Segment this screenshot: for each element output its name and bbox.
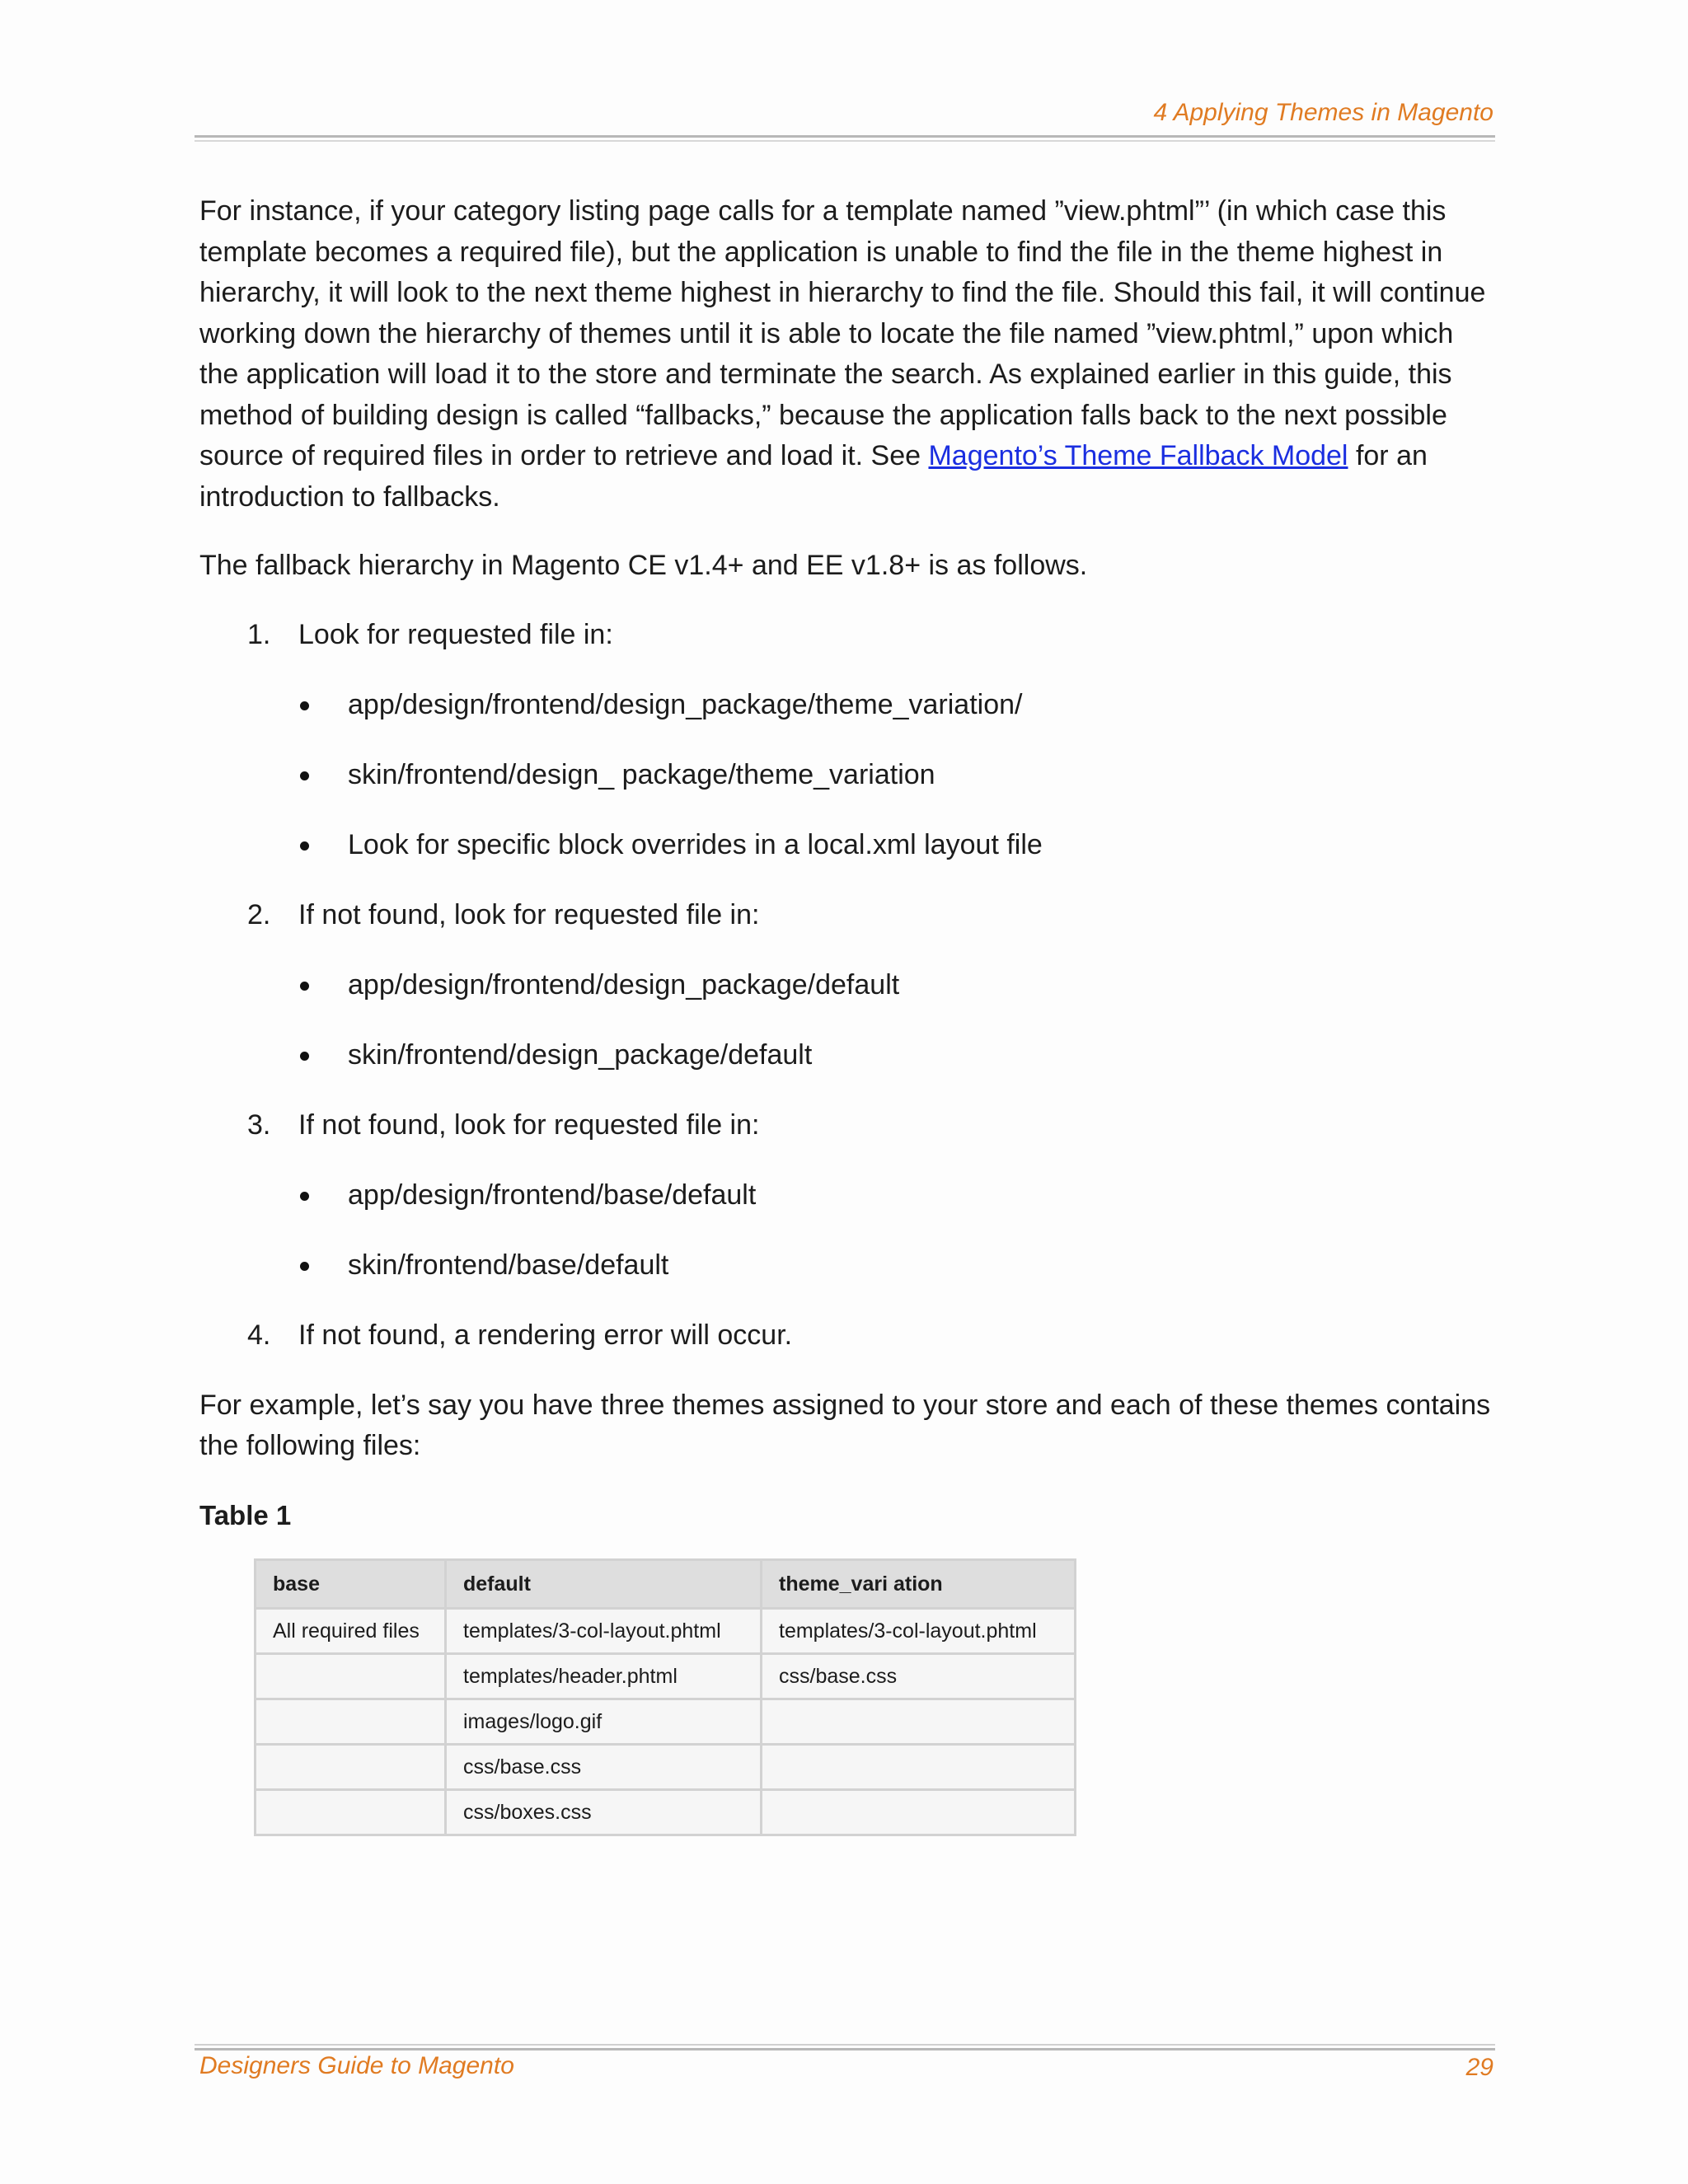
step-item	[199, 1105, 1493, 1146]
chapter-header: 4 Applying Themes in Magento	[1153, 99, 1493, 126]
table-header-theme-variation: theme_vari ation	[762, 1560, 1076, 1609]
bullet-icon	[300, 771, 309, 780]
table-cell: All required files	[256, 1609, 446, 1654]
path-text: skin/frontend/design_ package/theme_variation	[348, 758, 935, 790]
bullet-icon	[300, 841, 309, 851]
table-row	[256, 1609, 1076, 1654]
table-cell	[762, 1745, 1076, 1790]
table-cell	[762, 1790, 1076, 1835]
bullet-icon	[300, 701, 309, 710]
path-text: skin/frontend/base/default	[348, 1249, 669, 1281]
page-number: 29	[1465, 2054, 1493, 2081]
table-row	[256, 1654, 1076, 1699]
path-text: skin/frontend/design_package/default	[348, 1038, 813, 1071]
path-bullet-item	[199, 1175, 1493, 1216]
table-header-default: default	[446, 1560, 762, 1609]
table-row	[256, 1790, 1076, 1835]
path-text: Look for specific block overrides in a local.xml layout file	[348, 828, 1043, 860]
bullet-icon	[300, 982, 309, 991]
table-cell	[256, 1745, 446, 1790]
table-cell	[256, 1790, 446, 1835]
path-bullet-item	[199, 965, 1493, 1006]
footer-divider	[195, 2044, 1495, 2046]
bullet-icon	[300, 1052, 309, 1061]
table-cell: css/boxes.css	[446, 1790, 762, 1835]
table-row	[256, 1699, 1076, 1745]
step-number: 1.	[247, 618, 271, 650]
step-text: If not found, look for requested file in:	[298, 1108, 760, 1141]
table-cell	[762, 1699, 1076, 1745]
table-cell	[256, 1699, 446, 1745]
step-number: 2.	[247, 898, 271, 930]
fallback-steps-list	[199, 615, 1493, 1357]
path-text: app/design/frontend/base/default	[348, 1179, 757, 1211]
main-content	[199, 191, 1493, 1836]
step-text: Look for requested file in:	[298, 618, 613, 650]
intro-paragraph	[199, 191, 1493, 518]
table-header-base: base	[256, 1560, 446, 1609]
step-number: 4.	[247, 1319, 271, 1351]
theme-files-table	[254, 1558, 1076, 1836]
table-row	[256, 1745, 1076, 1790]
footer-divider-secondary	[195, 2048, 1495, 2050]
bullet-icon	[300, 1262, 309, 1271]
intro-text-end: for an introduction to fallbacks.	[199, 440, 1428, 513]
hierarchy-intro: The fallback hierarchy in Magento CE v1.4+ and EE v1.8+ is as follows.	[199, 550, 1088, 581]
header-divider	[195, 135, 1495, 138]
step-text: If not found, look for requested file in:	[298, 898, 760, 930]
intro-text: For instance, if your category listing page calls for a template named ”view.phtml”’ (in which case this template becomes a required file), but the application is unable to find the file in the theme highest in hierarchy, it will look to the next theme highest in hierarchy to find the file. Should this fail, it will continue working down the hierarchy of themes until it is able to locate the file named ”view.phtml,” upon which the application will load it to the store and terminate the search. As explained earlier in this guide, this method of building design is called “fallbacks,” because the application falls back to the next possible source of required files in order to retrieve and load it. See	[199, 195, 1486, 471]
path-text: app/design/frontend/design_package/theme_variation/	[348, 688, 1023, 720]
theme-fallback-model-link[interactable]: Magento’s Theme Fallback Model	[928, 440, 1348, 471]
table-cell	[256, 1654, 446, 1699]
path-bullet-item	[199, 825, 1493, 866]
step-text: If not found, a rendering error will occur.	[298, 1319, 793, 1351]
table-cell: templates/header.phtml	[446, 1654, 762, 1699]
path-bullet-item	[199, 685, 1493, 726]
step-item	[199, 895, 1493, 936]
bullet-icon	[300, 1192, 309, 1201]
example-paragraph: For example, let’s say you have three themes assigned to your store and each of these themes contains the following files:	[199, 1389, 1491, 1461]
table-cell: images/logo.gif	[446, 1699, 762, 1745]
table-caption: Table 1	[199, 1499, 292, 1530]
footer-title: Designers Guide to Magento	[199, 2052, 514, 2079]
table-cell: templates/3-col-layout.phtml	[762, 1609, 1076, 1654]
path-bullet-item	[199, 755, 1493, 796]
table-cell: css/base.css	[446, 1745, 762, 1790]
step-item	[199, 615, 1493, 656]
step-item	[199, 1315, 1493, 1357]
header-divider-secondary	[195, 140, 1495, 142]
table-cell: templates/3-col-layout.phtml	[446, 1609, 762, 1654]
path-bullet-item	[199, 1035, 1493, 1076]
step-number: 3.	[247, 1108, 271, 1141]
table-cell: css/base.css	[762, 1654, 1076, 1699]
path-bullet-item	[199, 1245, 1493, 1286]
table-header-row	[256, 1560, 1076, 1609]
path-text: app/design/frontend/design_package/default	[348, 968, 900, 1001]
